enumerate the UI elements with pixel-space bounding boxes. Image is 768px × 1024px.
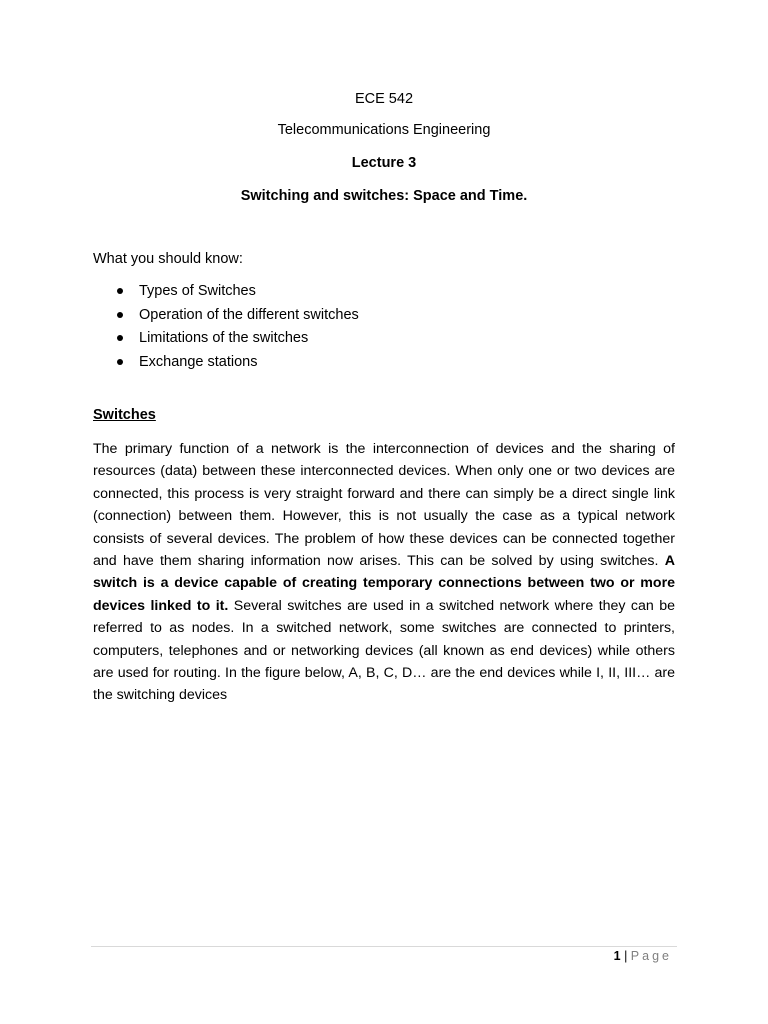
page-footer	[614, 948, 672, 964]
body-paragraph	[93, 438, 675, 707]
course-code: ECE 542	[354, 91, 414, 107]
lecture-topic: Switching and switches: Space and Time.	[240, 188, 528, 204]
list-item	[93, 353, 359, 377]
bullet-icon	[117, 359, 123, 365]
list-item-text: Types of Switches	[139, 283, 256, 299]
list-item-text: Exchange stations	[139, 353, 258, 370]
bullet-icon	[117, 335, 123, 341]
section-heading: Switches	[93, 407, 156, 423]
list-item-text: Operation of the different switches	[139, 306, 359, 323]
list-item	[93, 306, 359, 330]
learning-objectives-list	[93, 282, 359, 376]
bullet-icon	[117, 288, 123, 294]
course-title: Telecommunications Engineering	[277, 122, 491, 138]
page-label: Page	[630, 949, 672, 963]
paragraph-text-continued: Several switches are used in a switched network where they can be referred to as nodes. In a switched network, some switches are connected to printers, computers, telephones and or networking devices (all known as end devices) while others are used for routing. In the figure below, A, B, C, D… are the end devices while I, II, III… are the switching devices	[93, 597, 675, 704]
bullet-icon	[117, 312, 123, 318]
footer-separator: |	[620, 949, 631, 963]
list-item	[93, 329, 359, 353]
learning-objectives-lead: What you should know:	[93, 251, 243, 267]
lecture-number: Lecture 3	[351, 155, 417, 171]
switch-definition: A switch is a device capable of creating temporary connections between two or more devices linked to it.	[93, 553, 675, 614]
paragraph-text: The primary function of a network is the interconnection of devices and the sharing of resources (data) between these interconnected devices. When only one or two devices are connected, this process is very straight forward and there can simply be a direct single link (connection) between them. However, this is not usually the case as a typical network consists of several devices. The problem of how these devices can be connected together and have them sharing information now arises. This can be solved by using switches.	[93, 441, 675, 570]
list-item	[93, 282, 359, 306]
footer-divider	[91, 946, 677, 947]
page-number: 1	[613, 949, 621, 963]
list-item-text: Limitations of the switches	[139, 330, 309, 346]
